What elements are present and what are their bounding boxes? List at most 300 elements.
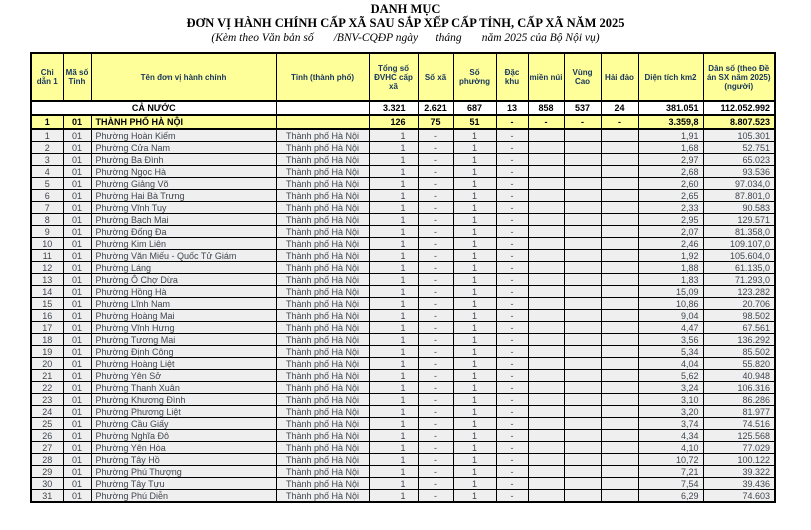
cell-ten-don-vi: Phường Yên Hòa xyxy=(91,442,276,454)
cell-ma-so: 01 xyxy=(63,166,91,178)
cell-mien-nui xyxy=(528,382,564,394)
cell-dac-khu: - xyxy=(496,286,528,298)
table-row xyxy=(31,430,775,442)
cell-tinh: Thành phố Hà Nội xyxy=(276,154,369,166)
cell-dien-tich: 5,62 xyxy=(638,370,703,382)
cell-so-phuong: 1 xyxy=(453,310,496,322)
cell-so-xa: - xyxy=(418,154,453,166)
cell-vung-cao xyxy=(564,142,601,154)
cell-hai-dao xyxy=(601,238,638,250)
cell-dan-so: 39.436 xyxy=(703,478,775,490)
cell-ma-so: 01 xyxy=(63,286,91,298)
cell-ten-don-vi: Phường Vĩnh Tuy xyxy=(91,202,276,214)
cell-vung-cao xyxy=(564,442,601,454)
cell-ten-don-vi: Phường Hồng Hà xyxy=(91,286,276,298)
cell-chi-dan: 21 xyxy=(31,370,63,382)
cell-ca-nuoc-label: CẢ NƯỚC xyxy=(31,101,276,115)
cell-dan-so: 74.516 xyxy=(703,418,775,430)
document-title-block xyxy=(0,0,811,45)
cell-hai-dao xyxy=(601,478,638,490)
cell-so-phuong: 51 xyxy=(453,115,496,129)
cell-ten-don-vi: Phường Định Công xyxy=(91,346,276,358)
cell-tong-so-dvhc: 1 xyxy=(369,310,418,322)
cell-dan-so: 112.052.992 xyxy=(703,101,775,115)
cell-dac-khu: - xyxy=(496,298,528,310)
cell-so-phuong: 1 xyxy=(453,190,496,202)
cell-mien-nui xyxy=(528,442,564,454)
cell-hai-dao: - xyxy=(601,115,638,129)
table-row xyxy=(31,310,775,322)
cell-dan-so: 65.023 xyxy=(703,154,775,166)
cell-mien-nui xyxy=(528,129,564,142)
cell-tinh: Thành phố Hà Nội xyxy=(276,298,369,310)
cell-dien-tich: 15,09 xyxy=(638,286,703,298)
cell-ma-so: 01 xyxy=(63,250,91,262)
cell-dien-tich: 1,88 xyxy=(638,262,703,274)
cell-so-xa: - xyxy=(418,310,453,322)
col-header-mien-nui: miền núi xyxy=(528,53,564,101)
table-row xyxy=(31,250,775,262)
cell-vung-cao xyxy=(564,418,601,430)
cell-dan-so: 125.568 xyxy=(703,430,775,442)
cell-so-xa: - xyxy=(418,142,453,154)
cell-chi-dan: 30 xyxy=(31,478,63,490)
cell-tong-so-dvhc: 1 xyxy=(369,166,418,178)
cell-chi-dan: 16 xyxy=(31,310,63,322)
cell-hai-dao xyxy=(601,166,638,178)
cell-mien-nui xyxy=(528,334,564,346)
cell-so-phuong: 1 xyxy=(453,154,496,166)
cell-mien-nui xyxy=(528,466,564,478)
cell-tong-so-dvhc: 1 xyxy=(369,346,418,358)
cell-dan-so: 8.807.523 xyxy=(703,115,775,129)
cell-dien-tich: 2,68 xyxy=(638,166,703,178)
cell-ma-so: 01 xyxy=(63,478,91,490)
cell-dan-so: 20.706 xyxy=(703,298,775,310)
cell-dien-tich: 1,92 xyxy=(638,250,703,262)
cell-dac-khu: - xyxy=(496,346,528,358)
cell-dan-so: 136.292 xyxy=(703,334,775,346)
cell-dien-tich: 10,86 xyxy=(638,298,703,310)
cell-tinh: Thành phố Hà Nội xyxy=(276,406,369,418)
cell-chi-dan: 1 xyxy=(31,129,63,142)
cell-tinh: Thành phố Hà Nội xyxy=(276,490,369,503)
cell-so-xa: - xyxy=(418,370,453,382)
cell-ma-so: 01 xyxy=(63,274,91,286)
cell-dien-tich: 7,21 xyxy=(638,466,703,478)
table-row xyxy=(31,166,775,178)
cell-ten-don-vi: Phường Ba Đình xyxy=(91,154,276,166)
cell-hai-dao xyxy=(601,298,638,310)
cell-dac-khu: - xyxy=(496,238,528,250)
cell-dac-khu: - xyxy=(496,115,528,129)
cell-vung-cao xyxy=(564,274,601,286)
cell-mien-nui xyxy=(528,310,564,322)
cell-dac-khu: - xyxy=(496,129,528,142)
cell-tong-so-dvhc: 126 xyxy=(369,115,418,129)
cell-ten-don-vi: Phường Nghĩa Đô xyxy=(91,430,276,442)
table-row xyxy=(31,406,775,418)
cell-tinh: Thành phố Hà Nội xyxy=(276,334,369,346)
cell-so-xa: - xyxy=(418,430,453,442)
cell-so-xa: - xyxy=(418,274,453,286)
cell-vung-cao xyxy=(564,466,601,478)
cell-tong-so-dvhc: 1 xyxy=(369,238,418,250)
cell-so-phuong: 1 xyxy=(453,406,496,418)
cell-chi-dan: 25 xyxy=(31,418,63,430)
cell-dien-tich: 4,47 xyxy=(638,322,703,334)
cell-dien-tich: 2,07 xyxy=(638,226,703,238)
cell-mien-nui xyxy=(528,346,564,358)
table-row xyxy=(31,202,775,214)
cell-so-xa: - xyxy=(418,334,453,346)
cell-chi-dan: 6 xyxy=(31,190,63,202)
cell-dac-khu: - xyxy=(496,442,528,454)
table-row xyxy=(31,226,775,238)
cell-tong-so-dvhc: 1 xyxy=(369,442,418,454)
cell-vung-cao xyxy=(564,262,601,274)
col-header-hai-dao: Hải đảo xyxy=(601,53,638,101)
cell-hai-dao xyxy=(601,466,638,478)
cell-dien-tich: 2,46 xyxy=(638,238,703,250)
cell-dac-khu: - xyxy=(496,274,528,286)
cell-ten-don-vi: Phường Thanh Xuân xyxy=(91,382,276,394)
cell-ten-don-vi: Phường Cầu Giấy xyxy=(91,418,276,430)
cell-tinh: Thành phố Hà Nội xyxy=(276,382,369,394)
cell-ma-so: 01 xyxy=(63,298,91,310)
cell-tong-so-dvhc: 1 xyxy=(369,334,418,346)
cell-vung-cao xyxy=(564,358,601,370)
cell-ten-don-vi: Phường Hoàn Kiếm xyxy=(91,129,276,142)
cell-tong-so-dvhc: 1 xyxy=(369,370,418,382)
cell-chi-dan: 20 xyxy=(31,358,63,370)
cell-dan-so: 52.751 xyxy=(703,142,775,154)
col-header-dac-khu: Đặc khu xyxy=(496,53,528,101)
cell-dien-tich: 4,10 xyxy=(638,442,703,454)
cell-so-phuong: 1 xyxy=(453,178,496,190)
cell-dien-tich: 6,29 xyxy=(638,490,703,503)
cell-hai-dao xyxy=(601,322,638,334)
cell-chi-dan: 11 xyxy=(31,250,63,262)
cell-chi-dan: 9 xyxy=(31,226,63,238)
cell-vung-cao: - xyxy=(564,115,601,129)
cell-tinh: Thành phố Hà Nội xyxy=(276,250,369,262)
cell-ma-so: 01 xyxy=(63,358,91,370)
cell-dan-so: 106.316 xyxy=(703,382,775,394)
table-row xyxy=(31,442,775,454)
cell-so-xa: - xyxy=(418,454,453,466)
cell-hai-dao xyxy=(601,370,638,382)
cell-ma-so: 01 xyxy=(63,310,91,322)
cell-ma-so: 01 xyxy=(63,142,91,154)
table-row xyxy=(31,298,775,310)
cell-tinh: Thành phố Hà Nội xyxy=(276,358,369,370)
cell-dac-khu: - xyxy=(496,154,528,166)
table-row xyxy=(31,358,775,370)
cell-ten-don-vi: Phường Phú Diễn xyxy=(91,490,276,503)
cell-mien-nui xyxy=(528,358,564,370)
cell-so-phuong: 1 xyxy=(453,370,496,382)
cell-tong-so-dvhc: 1 xyxy=(369,154,418,166)
cell-mien-nui xyxy=(528,394,564,406)
cell-tinh: Thành phố Hà Nội xyxy=(276,178,369,190)
cell-so-xa: - xyxy=(418,129,453,142)
cell-hai-dao xyxy=(601,226,638,238)
table-header-row xyxy=(31,53,775,101)
cell-vung-cao xyxy=(564,298,601,310)
cell-tong-so-dvhc: 1 xyxy=(369,430,418,442)
table-row xyxy=(31,262,775,274)
cell-so-xa: 2.621 xyxy=(418,101,453,115)
cell-ten-don-vi: Phường Bạch Mai xyxy=(91,214,276,226)
cell-dac-khu: - xyxy=(496,454,528,466)
cell-so-xa: - xyxy=(418,346,453,358)
table-row xyxy=(31,370,775,382)
table-row xyxy=(31,274,775,286)
cell-so-phuong: 1 xyxy=(453,490,496,503)
cell-so-phuong: 1 xyxy=(453,442,496,454)
cell-dac-khu: - xyxy=(496,310,528,322)
cell-hai-dao xyxy=(601,442,638,454)
cell-so-phuong: 1 xyxy=(453,382,496,394)
cell-so-phuong: 1 xyxy=(453,142,496,154)
cell-so-xa: - xyxy=(418,286,453,298)
cell-ten-don-vi: Phường Láng xyxy=(91,262,276,274)
cell-ma-so: 01 xyxy=(63,322,91,334)
cell-tong-so-dvhc: 1 xyxy=(369,358,418,370)
cell-ten-don-vi: Phường Đống Đa xyxy=(91,226,276,238)
cell-dan-so: 98.502 xyxy=(703,310,775,322)
cell-vung-cao xyxy=(564,478,601,490)
cell-vung-cao xyxy=(564,286,601,298)
cell-ten-don-vi: Phường Khương Đình xyxy=(91,394,276,406)
cell-mien-nui xyxy=(528,418,564,430)
cell-mien-nui xyxy=(528,274,564,286)
cell-so-phuong: 1 xyxy=(453,202,496,214)
cell-tong-so-dvhc: 1 xyxy=(369,226,418,238)
cell-dien-tich: 2,65 xyxy=(638,190,703,202)
cell-so-xa: - xyxy=(418,226,453,238)
table-data-body xyxy=(31,129,775,502)
cell-dac-khu: - xyxy=(496,178,528,190)
cell-chi-dan: 18 xyxy=(31,334,63,346)
cell-ma-so: 01 xyxy=(63,202,91,214)
cell-dan-so: 55.820 xyxy=(703,358,775,370)
table-row xyxy=(31,214,775,226)
cell-dien-tich: 2,95 xyxy=(638,214,703,226)
cell-ma-so: 01 xyxy=(63,238,91,250)
cell-so-phuong: 1 xyxy=(453,394,496,406)
cell-dan-so: 97.034,0 xyxy=(703,178,775,190)
cell-dac-khu: - xyxy=(496,142,528,154)
cell-vung-cao xyxy=(564,394,601,406)
cell-chi-dan: 17 xyxy=(31,322,63,334)
cell-vung-cao xyxy=(564,250,601,262)
cell-hai-dao xyxy=(601,334,638,346)
cell-hai-dao: 24 xyxy=(601,101,638,115)
cell-hai-dao xyxy=(601,129,638,142)
cell-dan-so: 109.107,0 xyxy=(703,238,775,250)
cell-so-phuong: 1 xyxy=(453,214,496,226)
cell-tong-so-dvhc: 1 xyxy=(369,129,418,142)
cell-vung-cao xyxy=(564,166,601,178)
cell-mien-nui xyxy=(528,154,564,166)
cell-tinh: Thành phố Hà Nội xyxy=(276,238,369,250)
cell-tinh: Thành phố Hà Nội xyxy=(276,418,369,430)
cell-tinh: Thành phố Hà Nội xyxy=(276,454,369,466)
cell-hai-dao xyxy=(601,262,638,274)
cell-dac-khu: - xyxy=(496,322,528,334)
cell-ten-don-vi: Phường Ngọc Hà xyxy=(91,166,276,178)
cell-dien-tich: 381.051 xyxy=(638,101,703,115)
cell-chi-dan: 10 xyxy=(31,238,63,250)
table-row xyxy=(31,286,775,298)
cell-dac-khu: - xyxy=(496,370,528,382)
cell-so-xa: - xyxy=(418,394,453,406)
col-header-tong-so-dvhc: Tổng số ĐVHC cấp xã xyxy=(369,53,418,101)
cell-dac-khu: - xyxy=(496,166,528,178)
cell-hai-dao xyxy=(601,310,638,322)
table-row xyxy=(31,394,775,406)
cell-dac-khu: - xyxy=(496,394,528,406)
cell-tong-so-dvhc: 3.321 xyxy=(369,101,418,115)
cell-vung-cao xyxy=(564,382,601,394)
cell-dan-so: 100.122 xyxy=(703,454,775,466)
cell-dien-tich: 3,56 xyxy=(638,334,703,346)
cell-chi-dan: 24 xyxy=(31,406,63,418)
cell-dien-tich: 2,60 xyxy=(638,178,703,190)
cell-chi-dan: 14 xyxy=(31,286,63,298)
cell-ma-so: 01 xyxy=(63,334,91,346)
cell-so-phuong: 1 xyxy=(453,322,496,334)
cell-so-phuong: 1 xyxy=(453,334,496,346)
cell-vung-cao: 537 xyxy=(564,101,601,115)
cell-hai-dao xyxy=(601,154,638,166)
cell-ma-so: 01 xyxy=(63,346,91,358)
cell-dan-so: 87.801,0 xyxy=(703,190,775,202)
cell-hai-dao xyxy=(601,406,638,418)
cell-dan-so: 67.561 xyxy=(703,322,775,334)
cell-dan-so: 40.948 xyxy=(703,370,775,382)
cell-tinh: Thành phố Hà Nội xyxy=(276,262,369,274)
cell-so-xa: - xyxy=(418,262,453,274)
cell-dac-khu: - xyxy=(496,382,528,394)
cell-ma-so: 01 xyxy=(63,226,91,238)
cell-so-phuong: 1 xyxy=(453,226,496,238)
cell-so-phuong: 1 xyxy=(453,286,496,298)
cell-dan-so: 74.603 xyxy=(703,490,775,503)
cell-vung-cao xyxy=(564,310,601,322)
cell-hai-dao xyxy=(601,358,638,370)
col-header-dien-tich: Diện tích km2 xyxy=(638,53,703,101)
cell-vung-cao xyxy=(564,129,601,142)
cell-dien-tich: 5,34 xyxy=(638,346,703,358)
cell-tinh: Thành phố Hà Nội xyxy=(276,394,369,406)
cell-hai-dao xyxy=(601,454,638,466)
cell-ma-so: 01 xyxy=(63,214,91,226)
cell-so-phuong: 1 xyxy=(453,166,496,178)
table-row xyxy=(31,154,775,166)
cell-tinh: Thành phố Hà Nội xyxy=(276,166,369,178)
cell-mien-nui xyxy=(528,286,564,298)
cell-dien-tich: 3,74 xyxy=(638,418,703,430)
cell-ma-so: 01 xyxy=(63,115,91,129)
cell-dan-so: 129.571 xyxy=(703,214,775,226)
cell-ten-don-vi: Phường Yên Sở xyxy=(91,370,276,382)
admin-units-table xyxy=(30,52,776,503)
cell-dien-tich: 4,34 xyxy=(638,430,703,442)
table-row xyxy=(31,178,775,190)
cell-tinh: Thành phố Hà Nội xyxy=(276,442,369,454)
cell-ten-don-vi: Phường Vĩnh Hưng xyxy=(91,322,276,334)
cell-tong-so-dvhc: 1 xyxy=(369,250,418,262)
cell-ma-so: 01 xyxy=(63,190,91,202)
cell-hai-dao xyxy=(601,430,638,442)
cell-so-xa: - xyxy=(418,490,453,503)
table-row xyxy=(31,346,775,358)
cell-so-xa: - xyxy=(418,418,453,430)
summary-row-ha-noi xyxy=(31,115,775,129)
cell-hai-dao xyxy=(601,394,638,406)
cell-so-phuong: 1 xyxy=(453,430,496,442)
cell-so-xa: - xyxy=(418,466,453,478)
table-row xyxy=(31,129,775,142)
cell-mien-nui xyxy=(528,478,564,490)
col-header-vung-cao: Vùng Cao xyxy=(564,53,601,101)
cell-dien-tich: 2,33 xyxy=(638,202,703,214)
cell-so-xa: - xyxy=(418,358,453,370)
cell-so-phuong: 1 xyxy=(453,262,496,274)
cell-chi-dan: 29 xyxy=(31,466,63,478)
cell-vung-cao xyxy=(564,238,601,250)
cell-chi-dan: 27 xyxy=(31,442,63,454)
cell-dien-tich: 3,24 xyxy=(638,382,703,394)
cell-so-xa: - xyxy=(418,250,453,262)
cell-hai-dao xyxy=(601,178,638,190)
cell-mien-nui xyxy=(528,298,564,310)
cell-dien-tich: 1,68 xyxy=(638,142,703,154)
cell-chi-dan: 5 xyxy=(31,178,63,190)
col-header-tinh-thanh-pho: Tỉnh (thành phố) xyxy=(276,53,369,101)
cell-hai-dao xyxy=(601,382,638,394)
table-row xyxy=(31,490,775,503)
cell-vung-cao xyxy=(564,490,601,503)
cell-ma-so: 01 xyxy=(63,454,91,466)
col-header-ten-don-vi: Tên đơn vị hành chính xyxy=(91,53,276,101)
cell-vung-cao xyxy=(564,430,601,442)
cell-mien-nui xyxy=(528,190,564,202)
cell-dac-khu: - xyxy=(496,214,528,226)
cell-ma-so: 01 xyxy=(63,178,91,190)
cell-dien-tich: 7,54 xyxy=(638,478,703,490)
cell-hai-dao xyxy=(601,274,638,286)
cell-tong-so-dvhc: 1 xyxy=(369,142,418,154)
cell-chi-dan: 3 xyxy=(31,154,63,166)
cell-tong-so-dvhc: 1 xyxy=(369,406,418,418)
cell-dien-tich: 3,20 xyxy=(638,406,703,418)
cell-ten-don-vi: THÀNH PHỐ HÀ NỘI xyxy=(91,115,276,129)
table-row xyxy=(31,418,775,430)
cell-dac-khu: - xyxy=(496,418,528,430)
cell-chi-dan: 31 xyxy=(31,490,63,503)
cell-mien-nui xyxy=(528,262,564,274)
cell-tinh: Thành phố Hà Nội xyxy=(276,478,369,490)
cell-chi-dan: 15 xyxy=(31,298,63,310)
cell-vung-cao xyxy=(564,214,601,226)
cell-so-phuong: 687 xyxy=(453,101,496,115)
cell-tong-so-dvhc: 1 xyxy=(369,382,418,394)
cell-so-phuong: 1 xyxy=(453,238,496,250)
